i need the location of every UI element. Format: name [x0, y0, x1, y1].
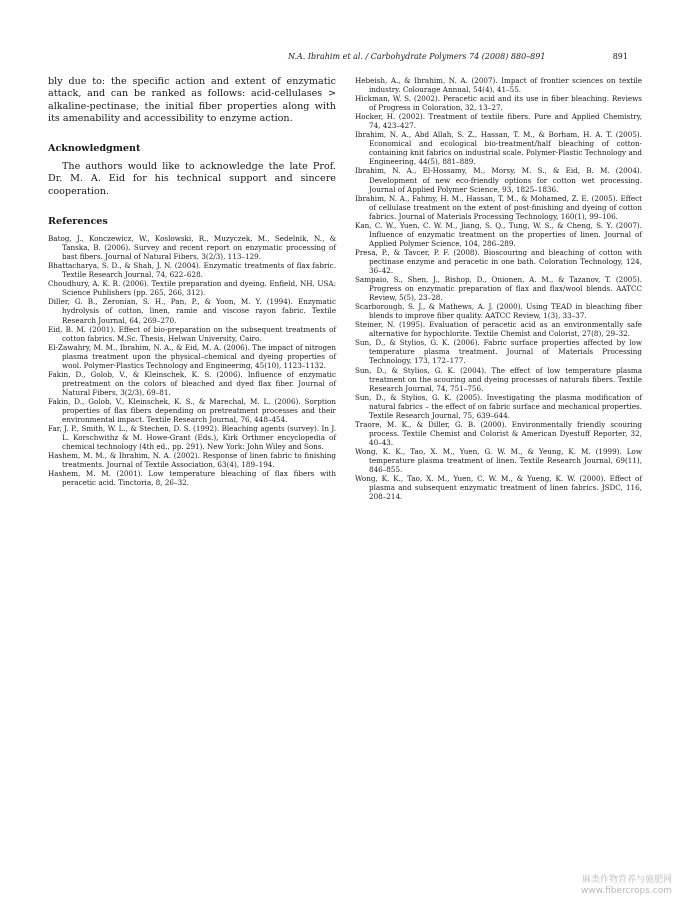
right-column [355, 76, 642, 501]
reference-entry: Diller, G. B., Zeronian, S. H., Pan, P., & Yoon, M. Y. (1994). Enzymatic hydrolysis of cotton, linen, ramie and viscose rayon fabric. Textile Research Journal, 64, 269–270. [48, 297, 336, 325]
reference-entry: Hebeish, A., & Ibrahim, N. A. (2007). Impact of frontier sciences on textile industry. Colourage Annual, 54(4), 41–55. [355, 76, 642, 95]
site-watermark [581, 875, 672, 897]
reference-entry: Wong, K. K., Tao, X. M., Yuen, C. W. M., & Yueng, K. W. (2000). Effect of plasma and subsequent enzymatic treatment of linen fabrics. JSDC, 116, 208–214. [355, 474, 642, 502]
reference-entry: Hashem, M. M., & Ibrahim, N. A. (2002). Response of linen fabric to finishing treatments. Journal of Textile Association, 63(4), 189–194. [48, 451, 336, 470]
reference-list-left [48, 234, 336, 487]
reference-entry: Bhattacharya, S. D., & Shah, J. N. (2004). Enzymatic treatments of flax fabric. Textile Research Journal, 74, 622–628. [48, 261, 336, 280]
reference-entry: Scarborough, S. J., & Mathews, A. J. (2000). Using TEAD in bleaching fiber blends to improve fiber quality. AATCC Review, 1(3), 33–37. [355, 302, 642, 321]
references-heading: References [48, 216, 108, 228]
reference-entry: El-Zawahry, M. M., Ibrahim, N. A., & Eid, M. A. (2006). The impact of nitrogen plasma treatment upon the physical–chemical and dyeing properties of wool. Polymer-Plastics Technology and Engineering, 45(10), 1123–1132. [48, 342, 336, 370]
reference-entry: Far, J. P., Smith, W. L., & Stechen, D. S. (1992). Bleaching agents (survey). In J. L. Korschwithz & M. Howe-Grant (Eds.), Kirk Orthmer encyclopedia of chemical technology (4th ed., pp. 291). New York: John Wiley and Sons. [48, 424, 336, 452]
page-number: 891 [612, 52, 628, 61]
reference-entry: Sampaio, S., Shen, J., Bishop, D., Onionen, A. M., & Tazanov, T. (2005). Progress on enzymatic preparation of flax and flax/wool blends. AATCC Review, 5(5), 23–28. [355, 275, 642, 303]
reference-entry: Hickman, W. S. (2002). Peracetic acid and its use in fiber bleaching. Reviews of Progress in Coloration, 32, 13–27. [355, 94, 642, 113]
reference-entry: Sun, D., & Stylios, G. K. (2004). The effect of low temperature plasma treatment on the scouring and dyeing processes of naturals fibers. Textile Research Journal, 74, 751–756. [355, 365, 642, 393]
reference-entry: Fakin, D., Golob, V., & Kleinschek, K. S. (2006). Influence of enzymatic pretreatment on the colors of bleached and dyed flax fiber. Journal of Natural Fibers, 3(2/3), 69–81. [48, 369, 336, 397]
reference-entry: Steiner, N. (1995). Evaluation of peracetic acid as an environmentally safe alternative for hypochlorite. Textile Chemist and Colorist, 27(8), 29–32. [355, 320, 642, 339]
conclusion-text: bly due to: the specific action and extent of enzymatic attack, and can be ranked as follows: acid-cellulases > alkaline-pectinase, the initial fiber properties along with its amenability and accessibility to enzyme action. [48, 76, 336, 124]
running-header [48, 52, 640, 66]
reference-entry: Presa, P., & Tavcer, P. F. (2008). Bioscouring and bleaching of cotton with pectinase enzyme and peracetic in one bath. Coloration Technology, 124, 36–42. [355, 247, 642, 275]
reference-entry: Batog, J., Konczewicz, W., Koslowski, R., Muzyczek, M., Sedelnik, N., & Tanska, B. (2006). Survey and recent report on enzymatic processing of bast fibers. Journal of Natural Fibers, 3(2/3), 113–129. [48, 234, 336, 262]
reference-entry: Wong, K. K., Tao, X. M., Yuen, G. W. M., & Yeung, K. M. (1999). Low temperature plasma treatment of linen. Textile Research Journal, 69(11), 846–855. [355, 446, 642, 475]
watermark-line: 麻类作物营养与施肥网 [581, 875, 672, 885]
reference-entry: Hashem, M. M. (2001). Low temperature bleaching of flax fibers with peracetic acid. Tinctoria, 8, 26–32. [48, 469, 336, 488]
reference-list-right [355, 76, 642, 501]
reference-entry: Sun, D., & Stylios, G. K. (2005). Investigating the plasma modification of natural fabrics – the effect of on fabric surface and mechanical properties. Textile Research Journal, 75, 639–644. [355, 392, 642, 420]
reference-entry: Hocker, H. (2002). Treatment of textile fibers. Pure and Applied Chemistry, 74, 423–427. [355, 112, 642, 131]
reference-entry: Ibrahim, N. A., Fahmy, H. M., Hassan, T. M., & Mohamed, Z. E. (2005). Effect of cellulase treatment on the extent of post-finishing and dyeing of cotton fabrics. Journal of Materials Processing Technology, 160(1), 99–106. [355, 193, 642, 221]
reference-entry: Traore, M. K., & Diller, G. B. (2000). Environmentally friendly scouring process. Textile Chemist and Colorist & American Dyestuff Reporter, 32, 40–43. [355, 419, 642, 447]
reference-entry: Fakin, D., Golob, V., Kleinschek, K. S., & Marechal, M. L. (2006). Sorption properties of flax fibers depending on pretreatment processes and their environmental impact. Textile Research Journal, 76, 448–454. [48, 396, 336, 425]
acknowledgment-text: The authors would like to acknowledge the late Prof. Dr. M. A. Eid for his technical support and sincere cooperation. [48, 161, 336, 197]
left-column [48, 76, 336, 487]
running-title: N.A. Ibrahim et al. / Carbohydrate Polymers 74 (2008) 880–891 [288, 52, 546, 61]
reference-entry: Ibrahim, N. A., Abd Allah, S. Z., Hassan, T. M., & Borham, H. A. T. (2005). Economical and ecological bio-treatment/half bleaching of cotton-containing knit fabrics on industrial scale. Polymer-Plastic Technology and Engineering, 44(5), 881–889. [355, 130, 642, 167]
reference-entry: Choudhury, A. K. R. (2006). Textile preparation and dyeing. Enfield, NH, USA: Science Publishers (pp. 265, 266, 312). [48, 279, 336, 298]
reference-entry: Sun, D., & Stylios, G. K. (2006). Fabric surface properties affected by low temperature plasma treatment. Journal of Materials Processing Technology, 173, 172–177. [355, 338, 642, 366]
acknowledgment-heading: Acknowledgment [48, 143, 141, 155]
reference-entry: Eid, B. M. (2001). Effect of bio-preparation on the subsequent treatments of cotton fabrics. M.Sc. Thesis, Helwan University, Cairo. [48, 324, 336, 343]
reference-entry: Kan, C. W., Yuen, C. W. M., Jiang, S. Q., Tung, W. S., & Cheng, S. Y. (2007). Influence of enzymatic treatment on the properties of linen. Journal of Applied Polymer Science, 104, 286–289. [355, 220, 642, 248]
watermark-line: www.fibercrops.com [581, 886, 672, 896]
reference-entry: Ibrahim, N. A., El-Hossamy, M., Morsy, M. S., & Eid, B. M. (2004). Development of new eco-friendly options for cotton wet processing. Journal of Applied Polymer Science, 93, 1825–1836. [355, 166, 642, 194]
